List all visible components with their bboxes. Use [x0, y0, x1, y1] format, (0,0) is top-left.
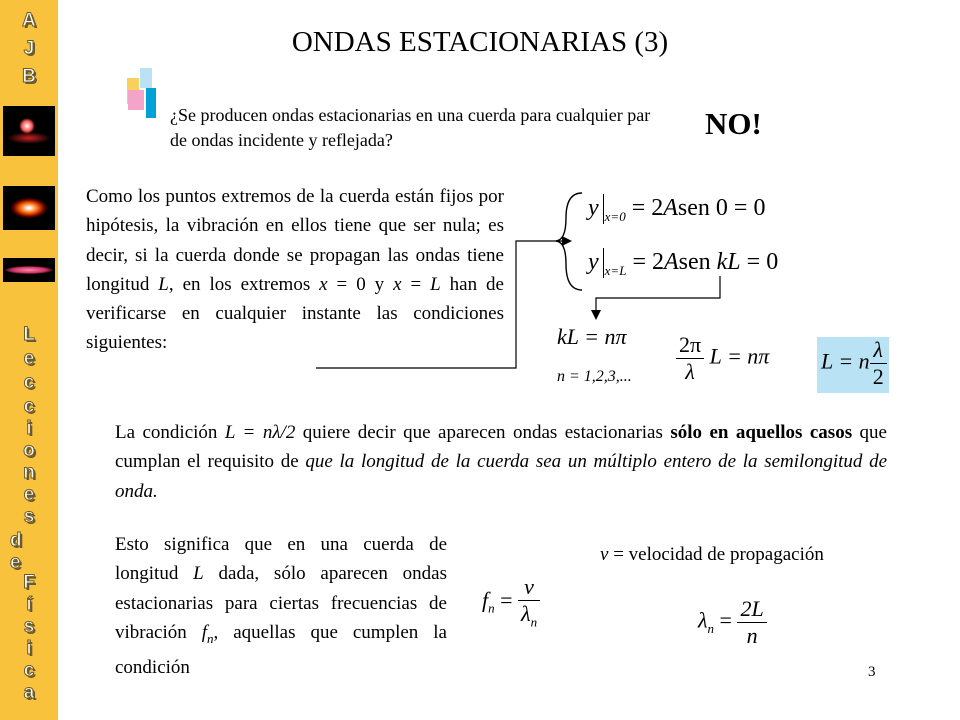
length-condition-equation: L = n $\frac{\lambda}{2}$ — [821, 337, 887, 390]
sidebar-letter: s — [23, 506, 35, 527]
condition-explanation-paragraph: La condición L = nλ/2 quiere decir que aparecen ondas estacionarias sólo en aquellos casos que cumplan el requisito de que la longitud de la cuerda sea un múltiplo entero de la semilongitud de onda. — [115, 422, 887, 502]
frequency-paragraph: Esto significa que en una cuerda de longitud L dada, sólo aparecen ondas estacionarias para ciertas frecuencias de vibración $f_n$, aquellas que cumplen la condición — [115, 534, 448, 678]
question-text: ¿Se producen ondas estacionarias en una cuerda para cualquier par de ondas incidente y reflejada? — [170, 105, 651, 150]
sidebar-letter: a — [23, 682, 35, 703]
sidebar-letter: s — [23, 616, 35, 637]
sidebar-letter: B — [22, 66, 36, 87]
sidebar-letter: e — [23, 348, 35, 369]
slide-title: ONDAS ESTACIONARIAS (3) — [291, 26, 669, 58]
boundary-equation-1: y $_{x=0}$ = 2Asen 0 = 0 — [588, 195, 766, 224]
page-number: 3 — [868, 664, 876, 680]
sidebar-letter: í — [26, 594, 32, 615]
sidebar-letter: e — [10, 552, 21, 573]
sidebar-letter: i — [26, 418, 32, 439]
sidebar-letter: L — [23, 324, 35, 345]
sidebar-letter: A — [22, 10, 36, 31]
wavelength-equation: $\lambda_n$ = $\frac{2L}{n}$ — [698, 596, 767, 649]
sidebar-letter: i — [26, 638, 32, 659]
sidebar-letter: c — [23, 660, 35, 681]
boundary-equation-2: y $_{x=L}$ = 2Asen kL = 0 — [588, 249, 779, 278]
sidebar-letter: F — [23, 572, 35, 593]
n-values: n = 1,2,3,... — [557, 368, 632, 385]
sidebar-letter: e — [23, 484, 35, 505]
boundary-condition-paragraph: Como los puntos extremos de la cuerda están fijos por hipótesis, la vibración en ellos tiene que ser nula; es decir, si la cuerda donde se propagan las ondas tiene longitud L, en los extremos x = 0 y x = L han de verificarse en cualquier instante las condiciones siguientes: — [86, 186, 504, 354]
sidebar-letter: c — [23, 372, 35, 393]
velocity-definition: v = velocidad de propagación — [600, 544, 824, 565]
sidebar-letter: n — [23, 462, 35, 483]
answer-text: NO! — [705, 106, 762, 141]
sidebar-letter: J — [23, 38, 35, 59]
sidebar-letter: c — [23, 396, 35, 417]
frequency-equation: $f_n$ = $\frac{v}{\lambda_n}$ — [482, 574, 540, 630]
sidebar-letter: o — [23, 440, 35, 461]
wavenumber-equation: $\frac{2\pi}{\lambda}$ L = nπ — [676, 332, 769, 385]
sidebar-letter: d — [10, 530, 22, 551]
kl-equation: kL = nπ — [557, 324, 627, 349]
